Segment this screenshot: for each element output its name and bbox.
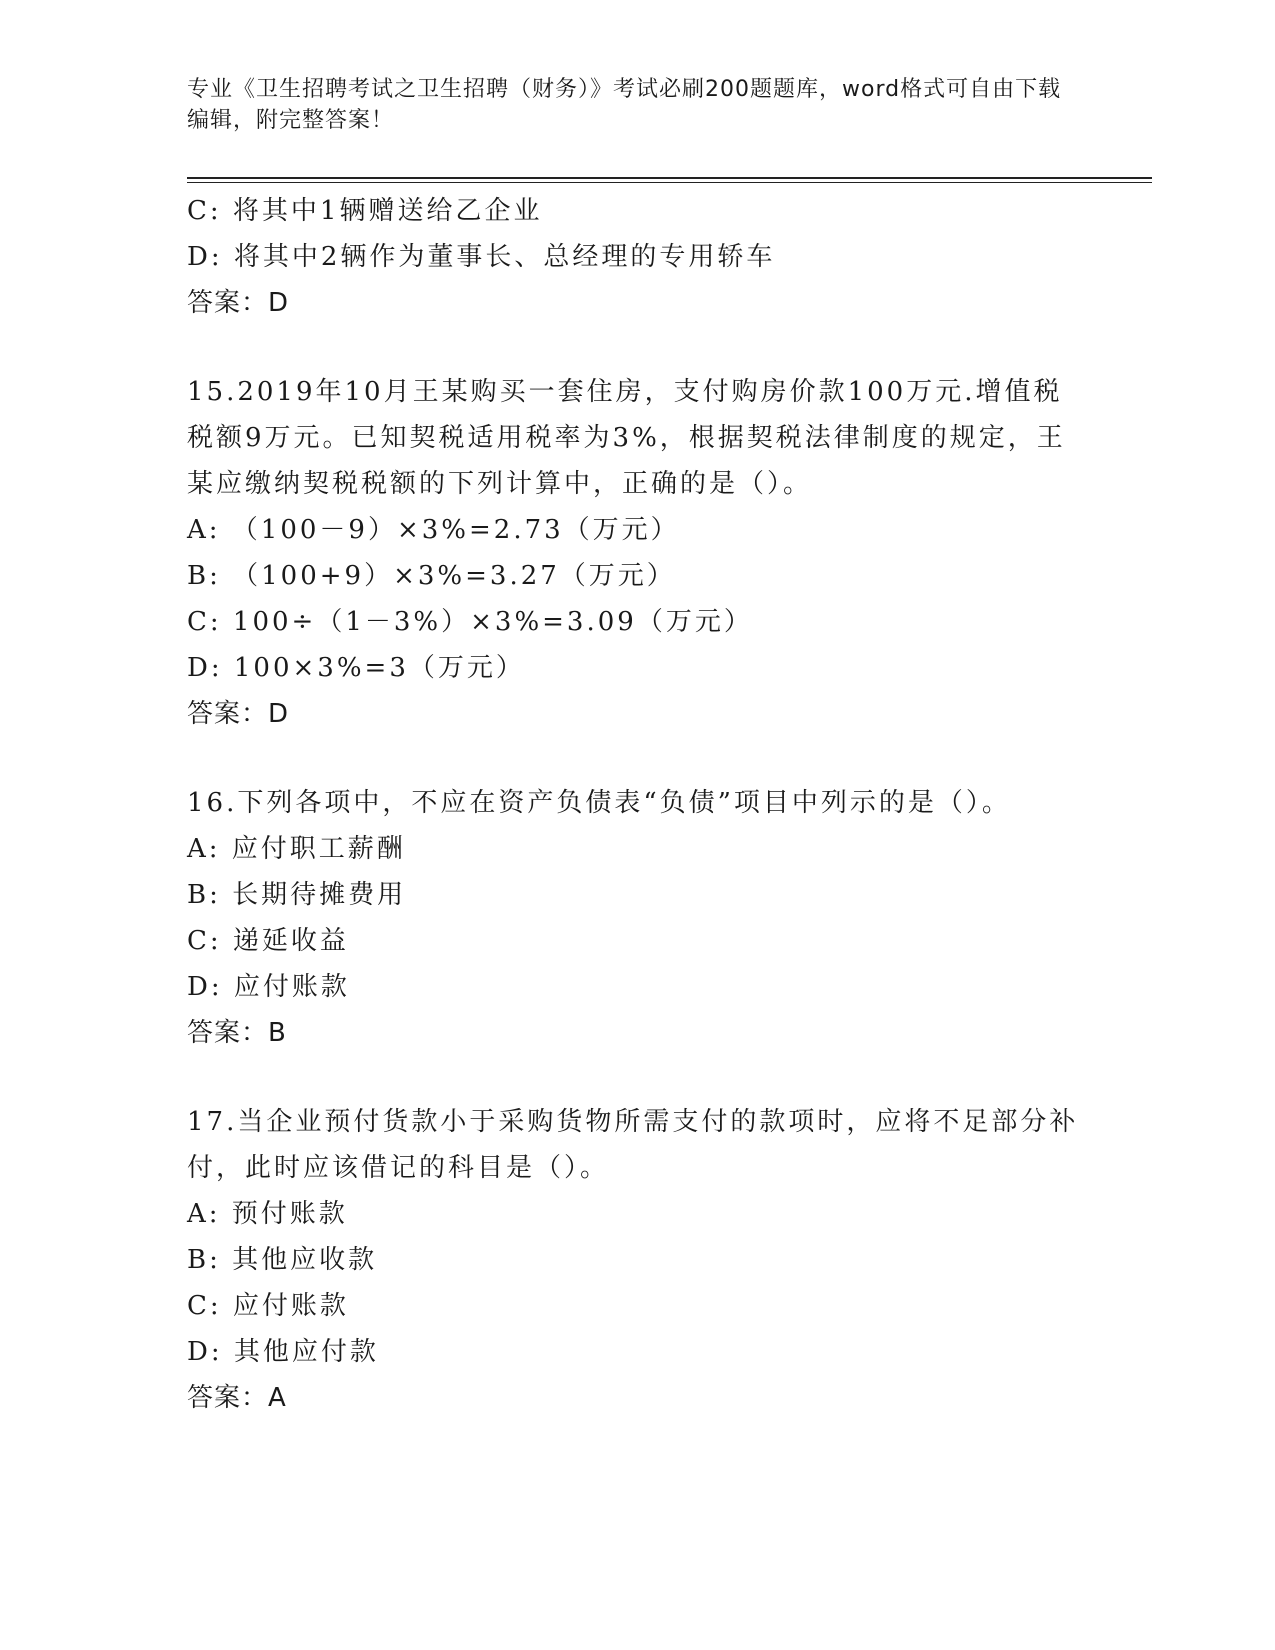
- option-c: C: 应付账款: [187, 1291, 349, 1321]
- option-c: C: 将其中1辆赠送给乙企业: [187, 196, 543, 226]
- header-divider-thick: [187, 177, 1152, 179]
- answer-line: 答案：D: [187, 288, 290, 318]
- question-stem: 17.当企业预付货款小于采购货物所需支付的款项时，应将不足部分补付，此时应该借记的科目是（）。: [187, 1107, 1079, 1183]
- question-content: [187, 188, 1087, 1421]
- option-b: B: 其他应收款: [187, 1245, 378, 1275]
- spacer: [187, 1056, 1087, 1099]
- question-15: [187, 369, 1087, 737]
- option-b: B: 长期待摊费用: [187, 880, 407, 910]
- question-17: [187, 1099, 1087, 1421]
- document-header: 专业《卫生招聘考试之卫生招聘（财务）》考试必刷200题题库，word格式可自由下载编辑，附完整答案！: [187, 77, 1062, 133]
- answer-line: 答案：D: [187, 699, 290, 729]
- option-b: B: （100+9）×3%=3.27（万元）: [187, 561, 676, 591]
- option-a: A: 应付职工薪酬: [187, 834, 406, 864]
- question-stem: 15.2019年10月王某购买一套住房，支付购房价款100万元.增值税税额9万元。已知契税适用税率为3%，根据契税法律制度的规定，王某应缴纳契税税额的下列计算中，正确的是（）。: [187, 377, 1066, 499]
- continued-question: [187, 188, 1087, 326]
- header-divider-thin: [187, 182, 1152, 183]
- option-d: D: 100×3%=3（万元）: [187, 653, 525, 683]
- question-stem: 16.下列各项中，不应在资产负债表“负债”项目中列示的是（）。: [187, 788, 1011, 818]
- answer-line: 答案：B: [187, 1018, 287, 1048]
- question-16: [187, 780, 1087, 1056]
- option-d: D: 将其中2辆作为董事长、总经理的专用轿车: [187, 242, 776, 272]
- spacer: [187, 737, 1087, 780]
- option-c: C: 递延收益: [187, 926, 349, 956]
- option-d: D: 其他应付款: [187, 1337, 379, 1367]
- answer-line: 答案：A: [187, 1383, 287, 1413]
- option-c: C: 100÷（1－3%）×3%=3.09（万元）: [187, 607, 753, 637]
- spacer: [187, 326, 1087, 369]
- option-d: D: 应付账款: [187, 972, 350, 1002]
- option-a: A: 预付账款: [187, 1199, 348, 1229]
- option-a: A: （100－9）×3%=2.73（万元）: [187, 515, 680, 545]
